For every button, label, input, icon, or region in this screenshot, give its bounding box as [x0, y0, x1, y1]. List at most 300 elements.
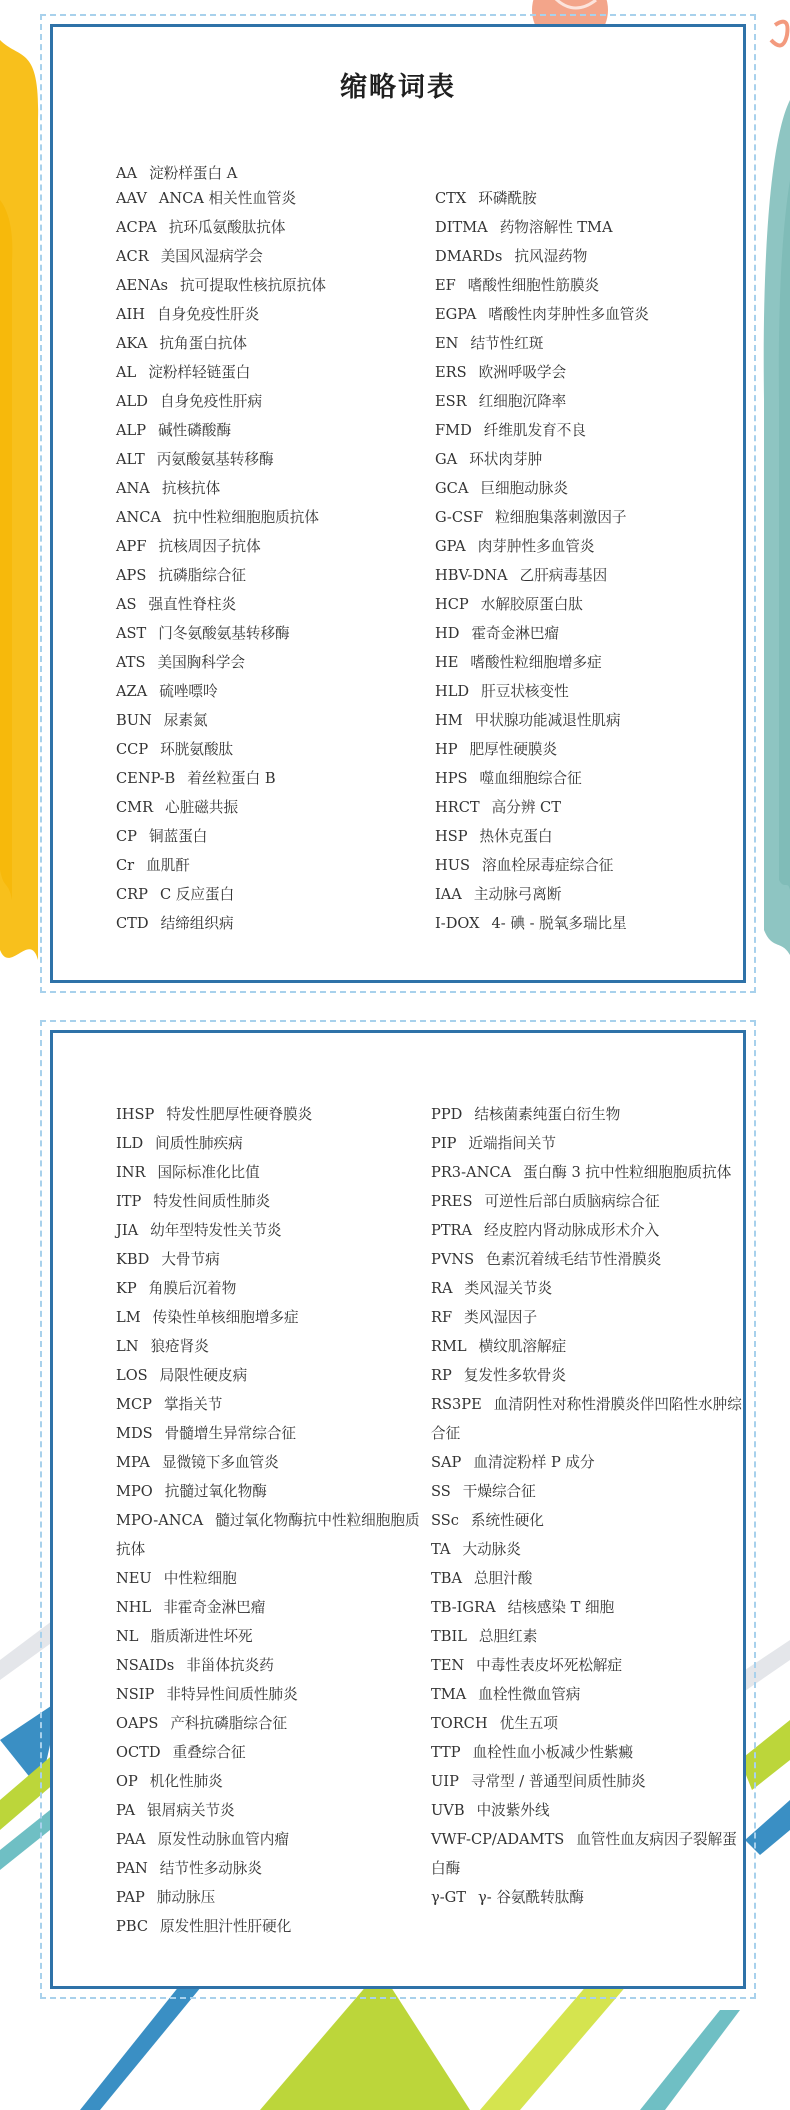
abbreviation-code: ALT — [116, 451, 145, 468]
abbreviation-term: 环状肉芽肿 — [469, 451, 543, 468]
abbreviation-entry — [116, 764, 406, 793]
abbreviation-term: 非甾体抗炎药 — [186, 1657, 274, 1674]
abbreviation-code: PRES — [431, 1193, 473, 1210]
abbreviation-term: 嗜酸性肉芽肿性多血管炎 — [488, 306, 649, 323]
abbreviation-term: 结核感染 T 细胞 — [507, 1599, 615, 1616]
abbreviation-code: ANCA — [116, 509, 162, 526]
abbreviation-term: 掌指关节 — [163, 1396, 223, 1413]
abbreviation-code: MPA — [116, 1454, 150, 1471]
abbreviation-entry — [116, 561, 406, 590]
abbreviation-code: GCA — [435, 480, 469, 497]
abbreviation-term: 幼年型特发性关节炎 — [150, 1222, 282, 1239]
abbreviation-term: 美国风湿病学会 — [160, 248, 263, 265]
abbreviation-term: 脂质渐进性坏死 — [150, 1628, 253, 1645]
abbreviation-entry — [116, 1245, 426, 1274]
abbreviation-code: PA — [116, 1802, 136, 1819]
abbreviation-entry — [116, 164, 406, 184]
abbreviation-code: TA — [431, 1541, 451, 1558]
abbreviation-entry — [435, 561, 745, 590]
abbreviation-code: AA — [116, 165, 138, 182]
abbreviation-term: 局限性硬皮病 — [159, 1367, 248, 1384]
abbreviation-entry — [116, 1622, 426, 1651]
abbreviation-entry — [431, 1216, 747, 1245]
abbreviation-term: 门冬氨酸氨基转移酶 — [158, 625, 290, 642]
abbreviation-code: NSIP — [116, 1686, 155, 1703]
abbreviation-term: 铜蓝蛋白 — [149, 828, 208, 845]
abbreviation-entry — [435, 851, 745, 880]
abbreviation-term: 非特异性间质性肺炎 — [166, 1686, 298, 1703]
abbreviation-entry — [435, 619, 745, 648]
teal-brush-streak — [779, 180, 790, 890]
abbreviation-entry — [116, 1187, 426, 1216]
abbreviation-term: 噬血细胞综合征 — [479, 770, 582, 787]
abbreviation-entry — [431, 1738, 747, 1767]
abbreviation-panel-2 — [50, 1030, 746, 1989]
abbreviation-code: RP — [431, 1367, 452, 1384]
abbreviation-code: IAA — [435, 886, 462, 903]
abbreviation-entry — [435, 184, 745, 213]
abbreviation-term: 血栓性血小板减少性紫癜 — [472, 1744, 634, 1761]
abbreviation-entry — [431, 1564, 747, 1593]
abbreviation-term: 热休克蛋白 — [479, 828, 553, 845]
abbreviation-code: Cr — [116, 857, 135, 874]
abbreviation-code: KP — [116, 1280, 137, 1297]
abbreviation-code: TORCH — [431, 1715, 488, 1732]
abbreviation-term: 甲状腺功能减退性肌病 — [474, 712, 621, 729]
abbreviation-term: 美国胸科学会 — [157, 654, 246, 671]
abbreviation-code: UIP — [431, 1773, 459, 1790]
abbreviation-entry — [116, 706, 406, 735]
abbreviation-term: 特发性间质性肺炎 — [153, 1193, 271, 1210]
abbreviation-code: LOS — [116, 1367, 148, 1384]
abbreviation-term: ANCA 相关性血管炎 — [158, 190, 297, 207]
abbreviation-term: 淀粉样轻链蛋白 — [148, 364, 251, 381]
abbreviation-code: EN — [435, 335, 459, 352]
abbreviation-code: AL — [116, 364, 137, 381]
abbreviation-entry — [116, 1854, 426, 1883]
abbreviation-code: PBC — [116, 1918, 148, 1935]
abbreviation-entry — [431, 1129, 747, 1158]
abbreviation-code: OAPS — [116, 1715, 159, 1732]
abbreviation-code: RA — [431, 1280, 453, 1297]
abbreviation-code: SAP — [431, 1454, 462, 1471]
abbreviation-code: AKA — [116, 335, 148, 352]
abbreviation-entry — [116, 880, 406, 909]
abbreviation-code: ATS — [116, 654, 146, 671]
abbreviation-entry — [116, 590, 406, 619]
abbreviation-term: 药物溶解性 TMA — [499, 219, 613, 236]
abbreviation-entry — [116, 677, 406, 706]
abbreviation-term: 非霍奇金淋巴瘤 — [163, 1599, 266, 1616]
abbreviation-entry — [431, 1303, 747, 1332]
abbreviation-code: KBD — [116, 1251, 150, 1268]
abbreviation-entry — [435, 764, 745, 793]
abbreviation-term: 自身免疫性肝炎 — [157, 306, 260, 323]
abbreviation-term: 显微镜下多血管炎 — [161, 1454, 279, 1471]
abbreviation-term: 自身免疫性肝病 — [159, 393, 263, 410]
abbreviation-term: 乙肝病毒基因 — [519, 567, 608, 584]
abbreviation-entry — [116, 1680, 426, 1709]
abbreviation-entry — [116, 1506, 426, 1564]
abbreviation-term: 结缔组织病 — [160, 915, 234, 932]
abbreviation-term: 骨髓增生异常综合征 — [164, 1425, 297, 1442]
abbreviation-entry — [116, 1332, 426, 1361]
abbreviation-code: AS — [116, 596, 137, 613]
abbreviation-entry — [116, 1651, 426, 1680]
abbreviation-entry — [116, 1883, 426, 1912]
abbreviation-term: 经皮腔内肾动脉成形术介入 — [484, 1222, 660, 1239]
abbreviation-entry — [435, 358, 745, 387]
abbreviation-code: CMR — [116, 799, 154, 816]
abbreviation-code: GPA — [435, 538, 466, 555]
abbreviation-entry — [431, 1796, 747, 1825]
abbreviation-code: NHL — [116, 1599, 152, 1616]
abbreviation-entry — [431, 1883, 747, 1912]
abbreviation-code: I-DOX — [435, 915, 480, 932]
abbreviation-term: 纤维肌发育不良 — [483, 422, 586, 439]
abbreviation-card-2 — [40, 1020, 756, 1999]
abbreviation-entry — [435, 532, 745, 561]
abbreviation-entry — [116, 735, 406, 764]
abbreviation-code: AST — [116, 625, 147, 642]
abbreviation-term: 大动脉炎 — [462, 1541, 521, 1558]
abbreviation-code: SS — [431, 1483, 451, 1500]
abbreviation-entry — [116, 648, 406, 677]
abbreviation-entry — [116, 1767, 426, 1796]
abbreviation-code: PPD — [431, 1106, 463, 1123]
abbreviation-term: 红细胞沉降率 — [478, 393, 567, 410]
abbreviation-entry — [435, 474, 745, 503]
abbreviation-term: 心脏磁共振 — [165, 799, 239, 816]
abbreviation-entry — [116, 909, 406, 938]
abbreviation-entry — [431, 1274, 747, 1303]
coral-spiral — [771, 22, 788, 46]
abbreviation-term: 硫唑嘌呤 — [159, 683, 218, 700]
abbreviation-term: 高分辨 CT — [491, 799, 561, 816]
abbreviation-term: 总胆汁酸 — [474, 1570, 533, 1587]
abbreviation-entry — [435, 677, 745, 706]
abbreviation-entry — [431, 1187, 747, 1216]
abbreviation-code: ACR — [116, 248, 149, 265]
abbreviation-code: RF — [431, 1309, 453, 1326]
abbreviation-term: 粒细胞集落刺激因子 — [495, 509, 627, 526]
abbreviation-term: 系统性硬化 — [470, 1512, 544, 1529]
abbreviation-code: ALP — [116, 422, 147, 439]
abbreviation-code: HE — [435, 654, 459, 671]
teal-stripe-bottom — [640, 2010, 740, 2110]
abbreviation-code: γ-GT — [431, 1889, 467, 1906]
abbreviation-term: 环磷酰胺 — [478, 190, 537, 207]
abbreviation-code: TEN — [431, 1657, 465, 1674]
abbreviation-entry — [116, 1593, 426, 1622]
abbreviation-term: 抗核周因子抗体 — [158, 538, 261, 555]
abbreviation-term: 总胆红素 — [478, 1628, 538, 1645]
abbreviation-entry — [116, 387, 406, 416]
abbreviation-entry — [431, 1535, 747, 1564]
abbreviation-entry — [116, 503, 406, 532]
abbreviation-entry — [435, 590, 745, 619]
abbreviation-code: RML — [431, 1338, 467, 1355]
abbreviation-term: 特发性肥厚性硬脊膜炎 — [166, 1106, 313, 1123]
abbreviation-term: 结节性红斑 — [470, 335, 544, 352]
abbreviation-term: 类风湿因子 — [464, 1309, 538, 1326]
abbreviation-entry — [116, 1825, 426, 1854]
abbreviation-term: 血管性血友病因子裂解蛋白酶 — [431, 1831, 737, 1877]
abbreviation-term: 血清阴性对称性滑膜炎伴凹陷性水肿综合征 — [431, 1396, 742, 1442]
abbreviation-entry — [116, 619, 406, 648]
abbreviation-entry — [116, 1738, 426, 1767]
abbreviation-code: DITMA — [435, 219, 488, 236]
abbreviation-term: 强直性脊柱炎 — [148, 596, 237, 613]
abbreviation-code: CTX — [435, 190, 467, 207]
abbreviation-panel-1 — [50, 24, 746, 983]
abbreviation-entry — [435, 648, 745, 677]
abbreviation-entry — [435, 735, 745, 764]
abbreviation-entry — [435, 387, 745, 416]
abbreviation-entry — [431, 1767, 747, 1796]
abbreviation-code: OP — [116, 1773, 138, 1790]
abbreviation-term: 抗磷脂综合征 — [158, 567, 246, 584]
abbreviation-entry — [116, 1390, 426, 1419]
abbreviation-entry — [435, 909, 745, 938]
abbreviation-column-right — [431, 1100, 747, 1912]
abbreviation-entry — [431, 1158, 747, 1187]
abbreviation-code: ANA — [116, 480, 150, 497]
abbreviation-code: HM — [435, 712, 463, 729]
abbreviation-entry — [435, 793, 745, 822]
abbreviation-term: 4- 碘 - 脱氧多瑞比星 — [491, 915, 627, 932]
abbreviation-code: ILD — [116, 1135, 144, 1152]
abbreviation-term: 尿素氮 — [163, 712, 208, 729]
abbreviation-entry — [116, 1274, 426, 1303]
abbreviation-term: 嗜酸性粒细胞增多症 — [470, 654, 602, 671]
abbreviation-term: 结节性多动脉炎 — [159, 1860, 262, 1877]
abbreviation-entry — [431, 1825, 747, 1883]
abbreviation-code: TBA — [431, 1570, 462, 1587]
abbreviation-term: 横纹肌溶解症 — [478, 1338, 567, 1355]
abbreviation-term: 原发性胆汁性肝硬化 — [159, 1918, 292, 1935]
abbreviation-entry — [116, 1100, 426, 1129]
abbreviation-code: CRP — [116, 886, 148, 903]
abbreviation-entry — [116, 1564, 426, 1593]
abbreviation-term: 狼疮肾炎 — [150, 1338, 209, 1355]
abbreviation-term: 溶血栓尿毒症综合征 — [482, 857, 614, 874]
abbreviation-code: LM — [116, 1309, 141, 1326]
abbreviation-code: TTP — [431, 1744, 461, 1761]
abbreviation-term: 着丝粒蛋白 B — [187, 770, 276, 787]
abbreviation-entry — [431, 1100, 747, 1129]
abbreviation-entry — [431, 1709, 747, 1738]
abbreviation-entry — [116, 1477, 426, 1506]
abbreviation-entry — [435, 300, 745, 329]
abbreviation-code: DMARDs — [435, 248, 503, 265]
abbreviation-code: EF — [435, 277, 456, 294]
abbreviation-entry — [435, 445, 745, 474]
abbreviation-term: 角膜后沉着物 — [148, 1280, 237, 1297]
abbreviation-entry — [116, 532, 406, 561]
abbreviation-term: 髓过氧化物酶抗中性粒细胞胞质抗体 — [116, 1512, 420, 1558]
abbreviation-code: LN — [116, 1338, 139, 1355]
abbreviation-term: 重叠综合征 — [172, 1744, 246, 1761]
abbreviation-entry — [116, 358, 406, 387]
abbreviation-term: 丙氨酸氨基转移酶 — [156, 451, 274, 468]
abbreviation-term: 优生五项 — [499, 1715, 558, 1732]
abbreviation-code: APS — [116, 567, 147, 584]
abbreviation-code: HBV-DNA — [435, 567, 508, 584]
abbreviation-term: 机化性肺炎 — [149, 1773, 223, 1790]
abbreviation-term: 国际标准化比值 — [157, 1164, 260, 1181]
abbreviation-code: ERS — [435, 364, 467, 381]
abbreviation-code: G-CSF — [435, 509, 484, 526]
abbreviation-entry — [116, 184, 406, 213]
abbreviation-term: 抗髓过氧化物酶 — [164, 1483, 267, 1500]
abbreviation-code: HSP — [435, 828, 468, 845]
abbreviation-code: MPO-ANCA — [116, 1512, 204, 1529]
abbreviation-term: 类风湿关节炎 — [464, 1280, 553, 1297]
abbreviation-entry — [116, 1303, 426, 1332]
abbreviation-term: 肥厚性硬膜炎 — [469, 741, 558, 758]
abbreviation-entry — [116, 1912, 426, 1941]
abbreviation-code: MCP — [116, 1396, 152, 1413]
abbreviation-term: 水解胶原蛋白肽 — [480, 596, 583, 613]
abbreviation-term: 寻常型 / 普通型间质性肺炎 — [470, 1773, 646, 1790]
abbreviation-code: CP — [116, 828, 137, 845]
abbreviation-term: 环胱氨酸肽 — [160, 741, 234, 758]
abbreviation-column-right — [435, 184, 745, 938]
abbreviation-term: 中性粒细胞 — [163, 1570, 237, 1587]
abbreviation-entry — [431, 1361, 747, 1390]
yellow-brush-streak — [0, 200, 12, 900]
abbreviation-code: PAP — [116, 1889, 145, 1906]
abbreviation-code: FMD — [435, 422, 472, 439]
abbreviation-entry — [116, 300, 406, 329]
abbreviation-code: TB-IGRA — [431, 1599, 496, 1616]
abbreviation-entry — [116, 1419, 426, 1448]
abbreviation-term: 干燥综合征 — [462, 1483, 536, 1500]
abbreviation-term: 欧洲呼吸学会 — [478, 364, 567, 381]
abbreviation-term: 抗环瓜氨酸肽抗体 — [168, 219, 286, 236]
abbreviation-entry — [116, 1129, 426, 1158]
abbreviation-entry — [116, 793, 406, 822]
abbreviation-code: AIH — [116, 306, 146, 323]
abbreviation-term: 淀粉样蛋白 A — [149, 165, 238, 182]
abbreviation-entry — [435, 822, 745, 851]
abbreviation-code: ITP — [116, 1193, 142, 1210]
abbreviation-term: 结核菌素纯蛋白衍生物 — [474, 1106, 621, 1123]
abbreviation-entry — [116, 1361, 426, 1390]
abbreviation-code: AZA — [116, 683, 148, 700]
abbreviation-term: 血清淀粉样 P 成分 — [473, 1454, 595, 1471]
abbreviation-code: OCTD — [116, 1744, 161, 1761]
abbreviation-term: 间质性肺疾病 — [155, 1135, 243, 1152]
abbreviation-entry — [116, 1448, 426, 1477]
abbreviation-term: 复发性多软骨炎 — [463, 1367, 566, 1384]
abbreviation-entry — [431, 1680, 747, 1709]
abbreviation-entry — [435, 880, 745, 909]
abbreviation-term: 大骨节病 — [161, 1251, 220, 1268]
abbreviation-entry — [435, 213, 745, 242]
abbreviation-code: ALD — [116, 393, 148, 410]
abbreviation-entry — [431, 1448, 747, 1477]
abbreviation-code: HLD — [435, 683, 470, 700]
abbreviation-code: APF — [116, 538, 147, 555]
abbreviation-entry — [431, 1390, 747, 1448]
abbreviation-entry — [116, 242, 406, 271]
abbreviation-entry — [435, 271, 745, 300]
abbreviation-term: 近端指间关节 — [468, 1135, 556, 1152]
abbreviation-code: ESR — [435, 393, 467, 410]
abbreviation-entry — [116, 416, 406, 445]
abbreviation-term: 抗核抗体 — [161, 480, 221, 497]
abbreviation-code: GA — [435, 451, 458, 468]
abbreviation-term: 蛋白酶 3 抗中性粒细胞胞质抗体 — [523, 1164, 732, 1181]
abbreviation-code: CCP — [116, 741, 149, 758]
abbreviation-code: NEU — [116, 1570, 152, 1587]
abbreviation-code: RS3PE — [431, 1396, 482, 1413]
abbreviation-term: 产科抗磷脂综合征 — [170, 1715, 288, 1732]
abbreviation-entry — [435, 706, 745, 735]
abbreviation-term: 抗中性粒细胞胞质抗体 — [173, 509, 319, 526]
abbreviation-code: NSAIDs — [116, 1657, 175, 1674]
abbreviation-term: 可逆性后部白质脑病综合征 — [484, 1193, 660, 1210]
abbreviation-term: 中毒性表皮坏死松解症 — [476, 1657, 623, 1674]
abbreviation-code: JIA — [116, 1222, 139, 1239]
abbreviation-term: γ- 谷氨酰转肽酶 — [478, 1889, 584, 1906]
abbreviation-code: UVB — [431, 1802, 465, 1819]
abbreviation-entry — [116, 1216, 426, 1245]
abbreviation-code: MPO — [116, 1483, 153, 1500]
abbreviation-term: 抗风湿药物 — [514, 248, 588, 265]
abbreviation-term: 碱性磷酸酶 — [158, 422, 232, 439]
abbreviation-term: 主动脉弓离断 — [473, 886, 562, 903]
abbreviation-term: 肝豆状核变性 — [481, 683, 569, 700]
abbreviation-code: PAN — [116, 1860, 148, 1877]
abbreviation-code: PIP — [431, 1135, 457, 1152]
abbreviation-code: HRCT — [435, 799, 480, 816]
abbreviation-entry — [435, 503, 745, 532]
abbreviation-code: VWF-CP/ADAMTS — [431, 1831, 565, 1848]
abbreviation-term: 肉芽肿性多血管炎 — [477, 538, 595, 555]
abbreviation-entry — [435, 416, 745, 445]
abbreviation-code: INR — [116, 1164, 146, 1181]
page-title: 缩略词表 — [340, 72, 456, 103]
abbreviation-entry — [116, 213, 406, 242]
abbreviation-entry — [116, 1709, 426, 1738]
abbreviation-code: EGPA — [435, 306, 477, 323]
abbreviation-code: AENAs — [116, 277, 168, 294]
abbreviation-code: TBIL — [431, 1628, 467, 1645]
abbreviation-term: 血栓性微血管病 — [478, 1686, 581, 1703]
abbreviation-entry — [116, 822, 406, 851]
abbreviation-code: HP — [435, 741, 458, 758]
abbreviation-code: SSc — [431, 1512, 459, 1529]
abbreviation-code: IHSP — [116, 1106, 155, 1123]
abbreviation-entry — [116, 851, 406, 880]
abbreviation-entry — [116, 445, 406, 474]
abbreviation-entry — [431, 1593, 747, 1622]
abbreviation-entry — [116, 1796, 426, 1825]
abbreviation-code: MDS — [116, 1425, 153, 1442]
abbreviation-term: 中波紫外线 — [476, 1802, 550, 1819]
abbreviation-code: ACPA — [116, 219, 157, 236]
abbreviation-code: PVNS — [431, 1251, 475, 1268]
abbreviation-entry — [116, 1158, 426, 1187]
abbreviation-entry — [431, 1332, 747, 1361]
abbreviation-entry — [116, 271, 406, 300]
abbreviation-entry — [435, 329, 745, 358]
abbreviation-term: 肺动脉压 — [156, 1889, 216, 1906]
abbreviation-code: CENP-B — [116, 770, 176, 787]
